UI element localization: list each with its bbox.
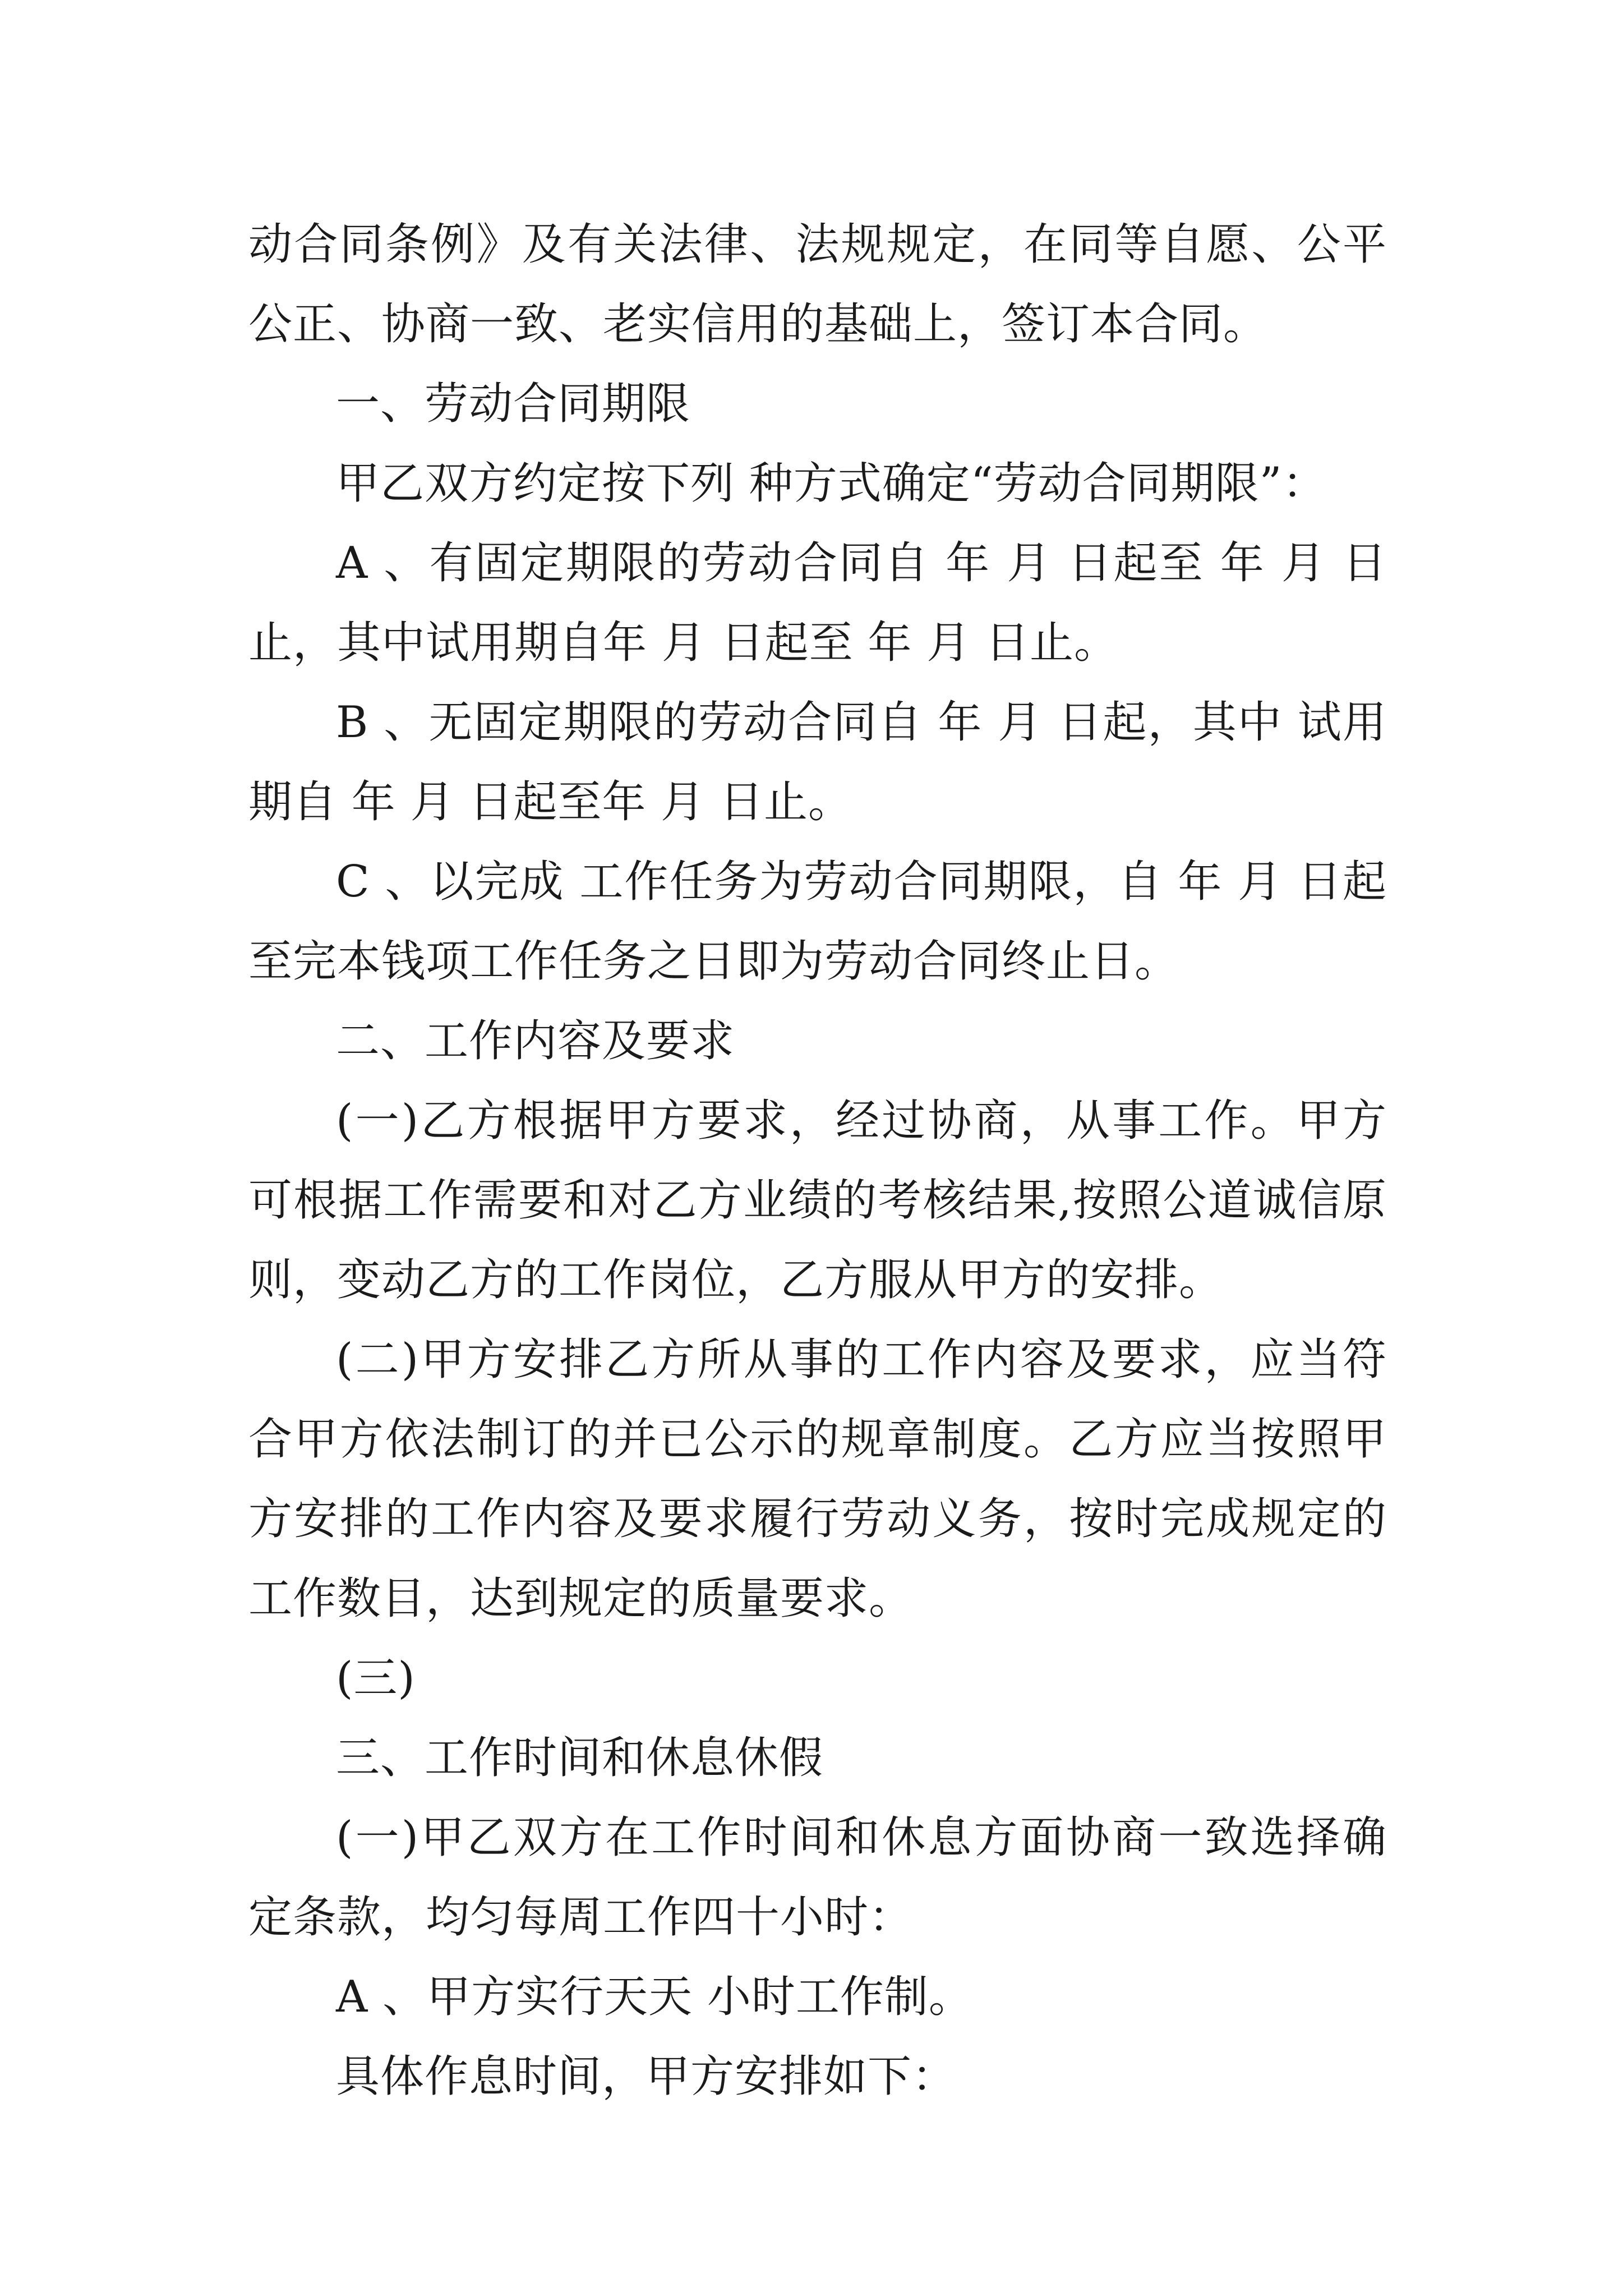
paragraph-hours-option-a: A 、甲方实行天天 小时工作制。	[336, 1972, 973, 2022]
paragraph-option-c-task-term: C 、以完成 工作任务为劳动合同期限，自 年 月 日起至完本钱项工作任务之日即为劳动合同终止日。	[248, 857, 1387, 987]
document-body	[248, 205, 1387, 2116]
paragraph-hours-item-1: (一)甲乙双方在工作时间和休息方面协商一致选择确定条款，均匀每周工作四十小时：	[248, 1812, 1387, 1943]
paragraph-term-method: 甲乙双方约定按下列 种方式确定“劳动合同期限”：	[336, 458, 1327, 509]
paragraph-option-b-open-term: B 、无固定期限的劳动合同自 年 月 日起，其中 试用期自 年 月 日起至年 月 日止。	[248, 697, 1387, 827]
paragraph-work-item-1: (一)乙方根据甲方要求，经过协商，从事工作。甲方可根据工作需要和对乙方业绩的考核结果,按照公道诚信原则，变动乙方的工作岗位，乙方服从甲方的安排。	[248, 1096, 1387, 1305]
heading-contract-term: 一、劳动合同期限	[336, 379, 691, 429]
heading-working-hours: 三、工作时间和休息休假	[336, 1733, 824, 1783]
paragraph-work-item-2: (二)甲方安排乙方所从事的工作内容及要求，应当符合甲方依法制订的并已公示的规章制度。乙方应当按照甲方安排的工作内容及要求履行劳动义务，按时完成规定的工作数目，达到规定的质量要求。	[248, 1335, 1387, 1624]
paragraph-option-a-fixed-term: A 、有固定期限的劳动合同自 年 月 日起至 年 月 日止，其中试用期自年 月 日起至 年 月 日止。	[248, 538, 1387, 668]
paragraph-work-item-3: (三)	[336, 1653, 416, 1704]
paragraph-schedule-intro: 具体作息时间，甲方安排如下：	[336, 2051, 957, 2102]
heading-work-content: 二、工作内容及要求	[336, 1016, 735, 1066]
paragraph-contract-basis: 动合同条例》及有关法律、法规规定，在同等自愿、公平公正、协商一致、老实信用的基础上，签订本合同。	[248, 219, 1387, 349]
